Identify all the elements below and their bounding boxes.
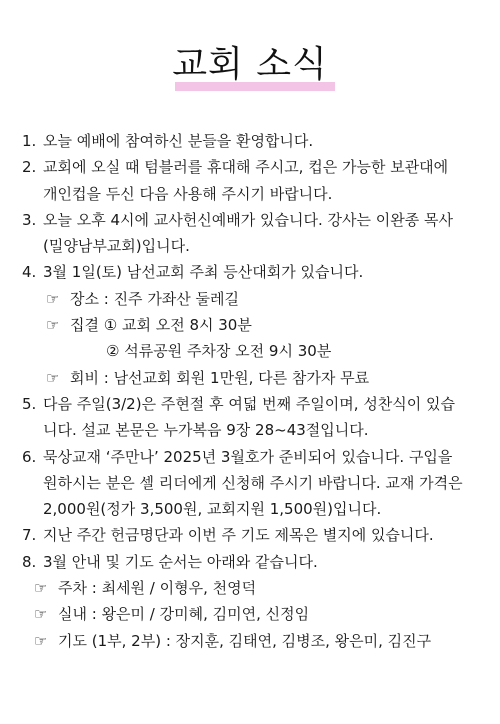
pointing-hand-icon: ☞: [34, 631, 48, 650]
march-prayer: [22, 628, 492, 654]
item-number: 4.: [22, 263, 37, 282]
page-title: 교회 소식: [172, 44, 328, 85]
announcement-list: [22, 128, 492, 654]
list-item-3-continued: [22, 233, 492, 259]
item-text: 니다. 설교 본문은 누가복음 9장 28~43절입니다.: [43, 421, 369, 440]
list-item-7: [22, 522, 492, 548]
hike-gather-2-text: ② 석류공원 주차장 오전 9시 30분: [106, 342, 332, 361]
hike-fee: [22, 365, 492, 391]
item-text: (밀양남부교회)입니다.: [43, 237, 190, 256]
item-text: 원하시는 분은 셀 리더에게 신청해 주시기 바랍니다. 교재 가격은: [43, 473, 463, 492]
item-text: 오늘 오후 4시에 교사헌신예배가 있습니다. 강사는 이완종 목사: [43, 210, 453, 229]
march-indoor: [22, 601, 492, 627]
list-item-6: [22, 444, 492, 470]
item-text: 묵상교재 ‘주만나’ 2025년 3월호가 준비되어 있습니다. 구입을: [43, 447, 453, 466]
march-parking: [22, 575, 492, 601]
item-number: 5.: [22, 394, 37, 413]
list-item-5-continued: [22, 417, 492, 443]
item-text: 다음 주일(3/2)은 주현절 후 여덟 번째 주일이며, 성찬식이 있습: [43, 394, 456, 413]
march-parking-text: 주차 : 최세원 / 이형우, 천영덕: [58, 579, 257, 598]
hike-gather-2: [22, 338, 492, 364]
pointing-hand-icon: ☞: [46, 316, 60, 335]
list-item-8: [22, 549, 492, 575]
list-item-3: [22, 207, 492, 233]
list-item-6-continued: [22, 470, 492, 496]
item-number: 8.: [22, 552, 37, 571]
pointing-hand-icon: ☞: [46, 289, 60, 308]
item-number: 7.: [22, 526, 37, 545]
item-number: 1.: [22, 132, 37, 150]
hike-place-text: 장소 : 진주 가좌산 둘레길: [70, 289, 240, 308]
title-area: [0, 40, 500, 100]
pointing-hand-icon: ☞: [34, 605, 48, 624]
item-text: 3월 안내 및 기도 순서는 아래와 같습니다.: [43, 552, 318, 571]
item-number: 6.: [22, 447, 37, 466]
list-item-2-continued: [22, 181, 492, 207]
item-text: 개인컵을 두신 다음 사용해 주시기 바랍니다.: [43, 184, 333, 203]
list-item-6-continued-2: [22, 496, 492, 522]
item-text: 오늘 예배에 참여하신 분들을 환영합니다.: [43, 132, 314, 150]
pointing-hand-icon: ☞: [34, 579, 48, 598]
pointing-hand-icon: ☞: [46, 368, 60, 387]
hike-fee-text: 회비 : 남선교회 회원 1만원, 다른 참가자 무료: [70, 368, 370, 387]
item-text: 2,000원(정가 3,500원, 교회지원 1,500원)입니다.: [43, 500, 382, 519]
item-text: 3월 1일(토) 남선교회 주최 등산대회가 있습니다.: [43, 263, 364, 282]
item-number: 3.: [22, 210, 37, 229]
list-item-2: [22, 154, 492, 180]
item-number: 2.: [22, 158, 37, 177]
march-prayer-text: 기도 (1부, 2부) : 장지훈, 김태연, 김병조, 왕은미, 김진구: [58, 631, 432, 650]
hike-place: [22, 286, 492, 312]
list-item-4: [22, 259, 492, 285]
march-indoor-text: 실내 : 왕은미 / 강미혜, 김미연, 신정임: [58, 605, 310, 624]
list-item-1: [22, 128, 492, 154]
item-text: 교회에 오실 때 텀블러를 휴대해 주시고, 컵은 가능한 보관대에: [43, 158, 449, 177]
hike-gather-1-text: 집결 ① 교회 오전 8시 30분: [70, 316, 252, 335]
list-item-5: [22, 391, 492, 417]
item-text: 지난 주간 헌금명단과 이번 주 기도 제목은 별지에 있습니다.: [43, 526, 434, 545]
hike-gather-1: [22, 312, 492, 338]
